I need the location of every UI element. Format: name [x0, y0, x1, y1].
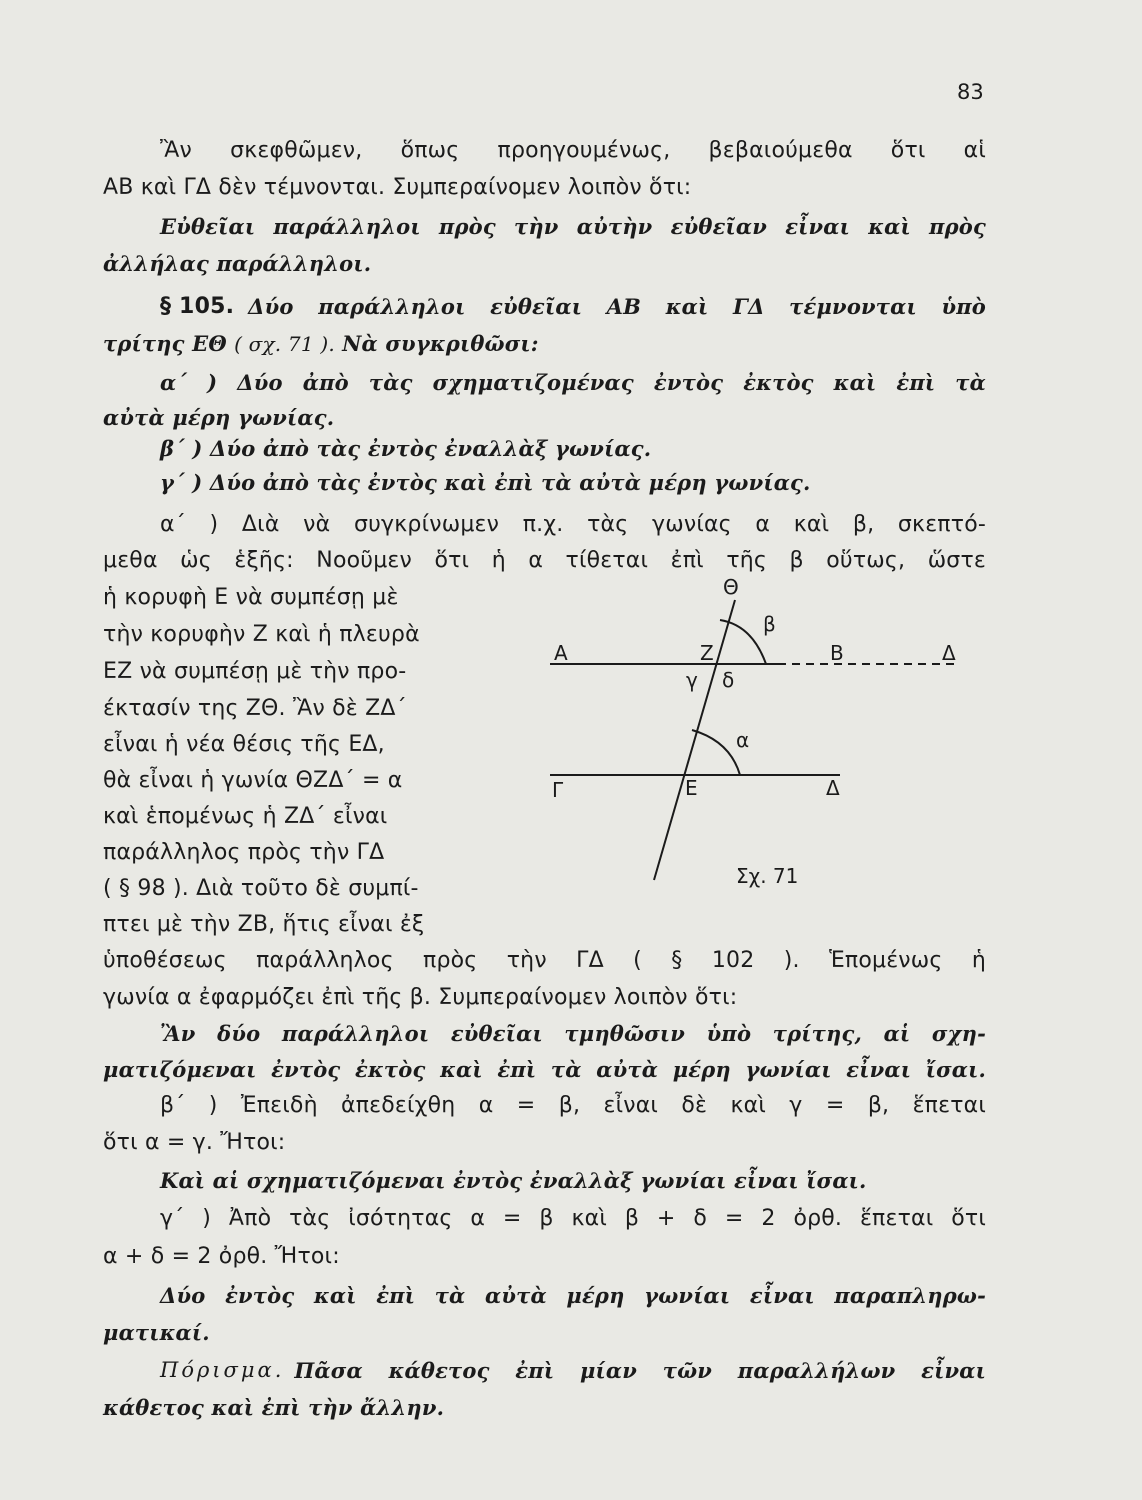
text-line: ὅτι α = γ. Ἤτοι:: [103, 1130, 286, 1155]
corollary-cont: κάθετος καὶ ἐπὶ τὴν ἄλλην.: [103, 1395, 445, 1420]
label-B: Β: [830, 641, 844, 665]
section-heading: [160, 294, 986, 319]
task-text: Νὰ συγκριθῶσι:: [342, 331, 539, 356]
text-line: πτει μὲ τὴν ΖΒ, ἥτις εἶναι ἐξ: [103, 912, 425, 937]
transversal-EH: [654, 600, 735, 880]
text-line: β΄ ) Ἐπειδὴ ἀπεδείχθη α = β, εἶναι δὲ καὶ γ = β, ἕπεται: [160, 1093, 986, 1118]
section-heading-cont: [103, 331, 539, 357]
theorem-line: ματικαί.: [103, 1320, 210, 1345]
page-number: 83: [957, 80, 984, 104]
text-line: παράλληλος πρὸς τὴν ΓΔ: [103, 840, 385, 865]
text-line: τὴν κορυφὴν Ζ καὶ ἡ πλευρὰ: [103, 622, 420, 647]
theorem-line: ματιζόμεναι ἐντὸς ἐκτὸς καὶ ἐπὶ τὰ αὐτὰ μέρη γωνίαι εἶναι ἴσαι.: [103, 1057, 986, 1082]
text-line: ΕΖ νὰ συμπέσῃ μὲ τὴν προ-: [103, 659, 407, 684]
theorem-line: ἀλλήλας παράλληλοι.: [103, 251, 372, 276]
label-A: Α: [554, 641, 568, 665]
label-alpha: α: [736, 728, 750, 752]
text-line: α + δ = 2 ὀρθ. Ἤτοι:: [103, 1244, 340, 1269]
label-Z: Ζ: [700, 641, 714, 665]
label-theta: Θ: [723, 575, 739, 599]
text-line: Ἂν σκεφθῶμεν, ὅπως προηγουμένως, βεβαιούμεθα ὅτι αἱ: [160, 138, 986, 163]
section-title: Δύο παράλληλοι εὐθεῖαι ΑΒ καὶ ΓΔ τέμνονται ὑπὸ: [248, 294, 986, 319]
label-delta-top: Δ: [942, 641, 956, 665]
theorem-line: Καὶ αἱ σχηματιζόμεναι ἐντὸς ἐναλλὰξ γωνίαι εἶναι ἴσαι.: [160, 1168, 867, 1193]
theorem-line: Ἂν δύο παράλληλοι εὐθεῖαι τμηθῶσιν ὑπὸ τρίτης, αἱ σχη-: [160, 1021, 986, 1046]
text-line: γωνία α ἐφαρμόζει ἐπὶ τῆς β. Συμπεραίνομεν λοιπὸν ὅτι:: [103, 985, 738, 1010]
task-item-a: α΄ ) Δύο ἀπὸ τὰς σχηματιζομένας ἐντὸς ἐκτὸς καὶ ἐπὶ τὰ: [160, 370, 986, 395]
label-beta: β: [763, 612, 776, 636]
figure-caption: Σχ. 71: [736, 864, 799, 888]
text-line: μεθα ὡς ἑξῆς: Νοοῦμεν ὅτι ἡ α τίθεται ἐπὶ τῆς β οὕτως, ὥστε: [103, 548, 986, 573]
task-item-a-cont: αὐτὰ μέρη γωνίας.: [103, 405, 335, 430]
text-line: ἡ κορυφὴ Ε νὰ συμπέσῃ μὲ: [103, 585, 399, 610]
label-E: Ε: [685, 776, 698, 800]
text-line: καὶ ἑπομένως ἡ ΖΔ΄ εἶναι: [103, 804, 388, 829]
text-line: ( § 98 ). Διὰ τοῦτο δὲ συμπί-: [103, 876, 419, 901]
text-line: ὑποθέσεως παράλληλος πρὸς τὴν ΓΔ ( § 102 ). Ἑπομένως ἡ: [103, 948, 986, 973]
corollary: [160, 1358, 986, 1383]
section-title-cont: τρίτης ΕΘ: [103, 331, 227, 356]
task-item-b: β΄ ) Δύο ἀπὸ τὰς ἐντὸς ἐναλλὰξ γωνίας.: [160, 436, 652, 461]
theorem-line: Εὐθεῖαι παράλληλοι πρὸς τὴν αὐτὴν εὐθεῖαν εἶναι καὶ πρὸς: [160, 214, 986, 239]
label-Gamma: Γ: [552, 778, 564, 802]
figure-ref: ( σχ. 71 ).: [234, 332, 335, 356]
label-delta: δ: [722, 668, 735, 692]
text-line: έκτασίν της ΖΘ. Ἂν δὲ ΖΔ΄: [103, 696, 407, 721]
corollary-text: Πᾶσα κάθετος ἐπὶ μίαν τῶν παραλλήλων εἶναι: [294, 1358, 986, 1383]
angle-alpha-arc: [692, 730, 740, 775]
section-number: § 105.: [160, 294, 235, 319]
label-delta-bottom: Δ: [826, 776, 840, 800]
text-line: θὰ εἶναι ἡ γωνία ΘΖΔ΄ = α: [103, 768, 403, 793]
figure-71: [540, 565, 980, 895]
label-gamma: γ: [686, 668, 698, 692]
text-line: ΑΒ καὶ ΓΔ δὲν τέμνονται. Συμπεραίνομεν λοιπὸν ὅτι:: [103, 175, 692, 200]
text-line: γ΄ ) Ἀπὸ τὰς ἰσότητας α = β καὶ β + δ = 2 ὀρθ. ἕπεται ὅτι: [160, 1206, 986, 1231]
task-item-c: γ΄ ) Δύο ἀπὸ τὰς ἐντὸς καὶ ἐπὶ τὰ αὐτὰ μέρη γωνίας.: [160, 470, 811, 495]
theorem-line: Δύο ἐντὸς καὶ ἐπὶ τὰ αὐτὰ μέρη γωνίαι εἶναι παραπληρω-: [160, 1283, 986, 1308]
corollary-label: Πόρισμα.: [160, 1358, 285, 1382]
text-line: α΄ ) Διὰ νὰ συγκρίνωμεν π.χ. τὰς γωνίας α καὶ β, σκεπτό-: [160, 512, 986, 537]
text-line: εἶναι ἡ νέα θέσις τῆς ΕΔ,: [103, 732, 385, 757]
